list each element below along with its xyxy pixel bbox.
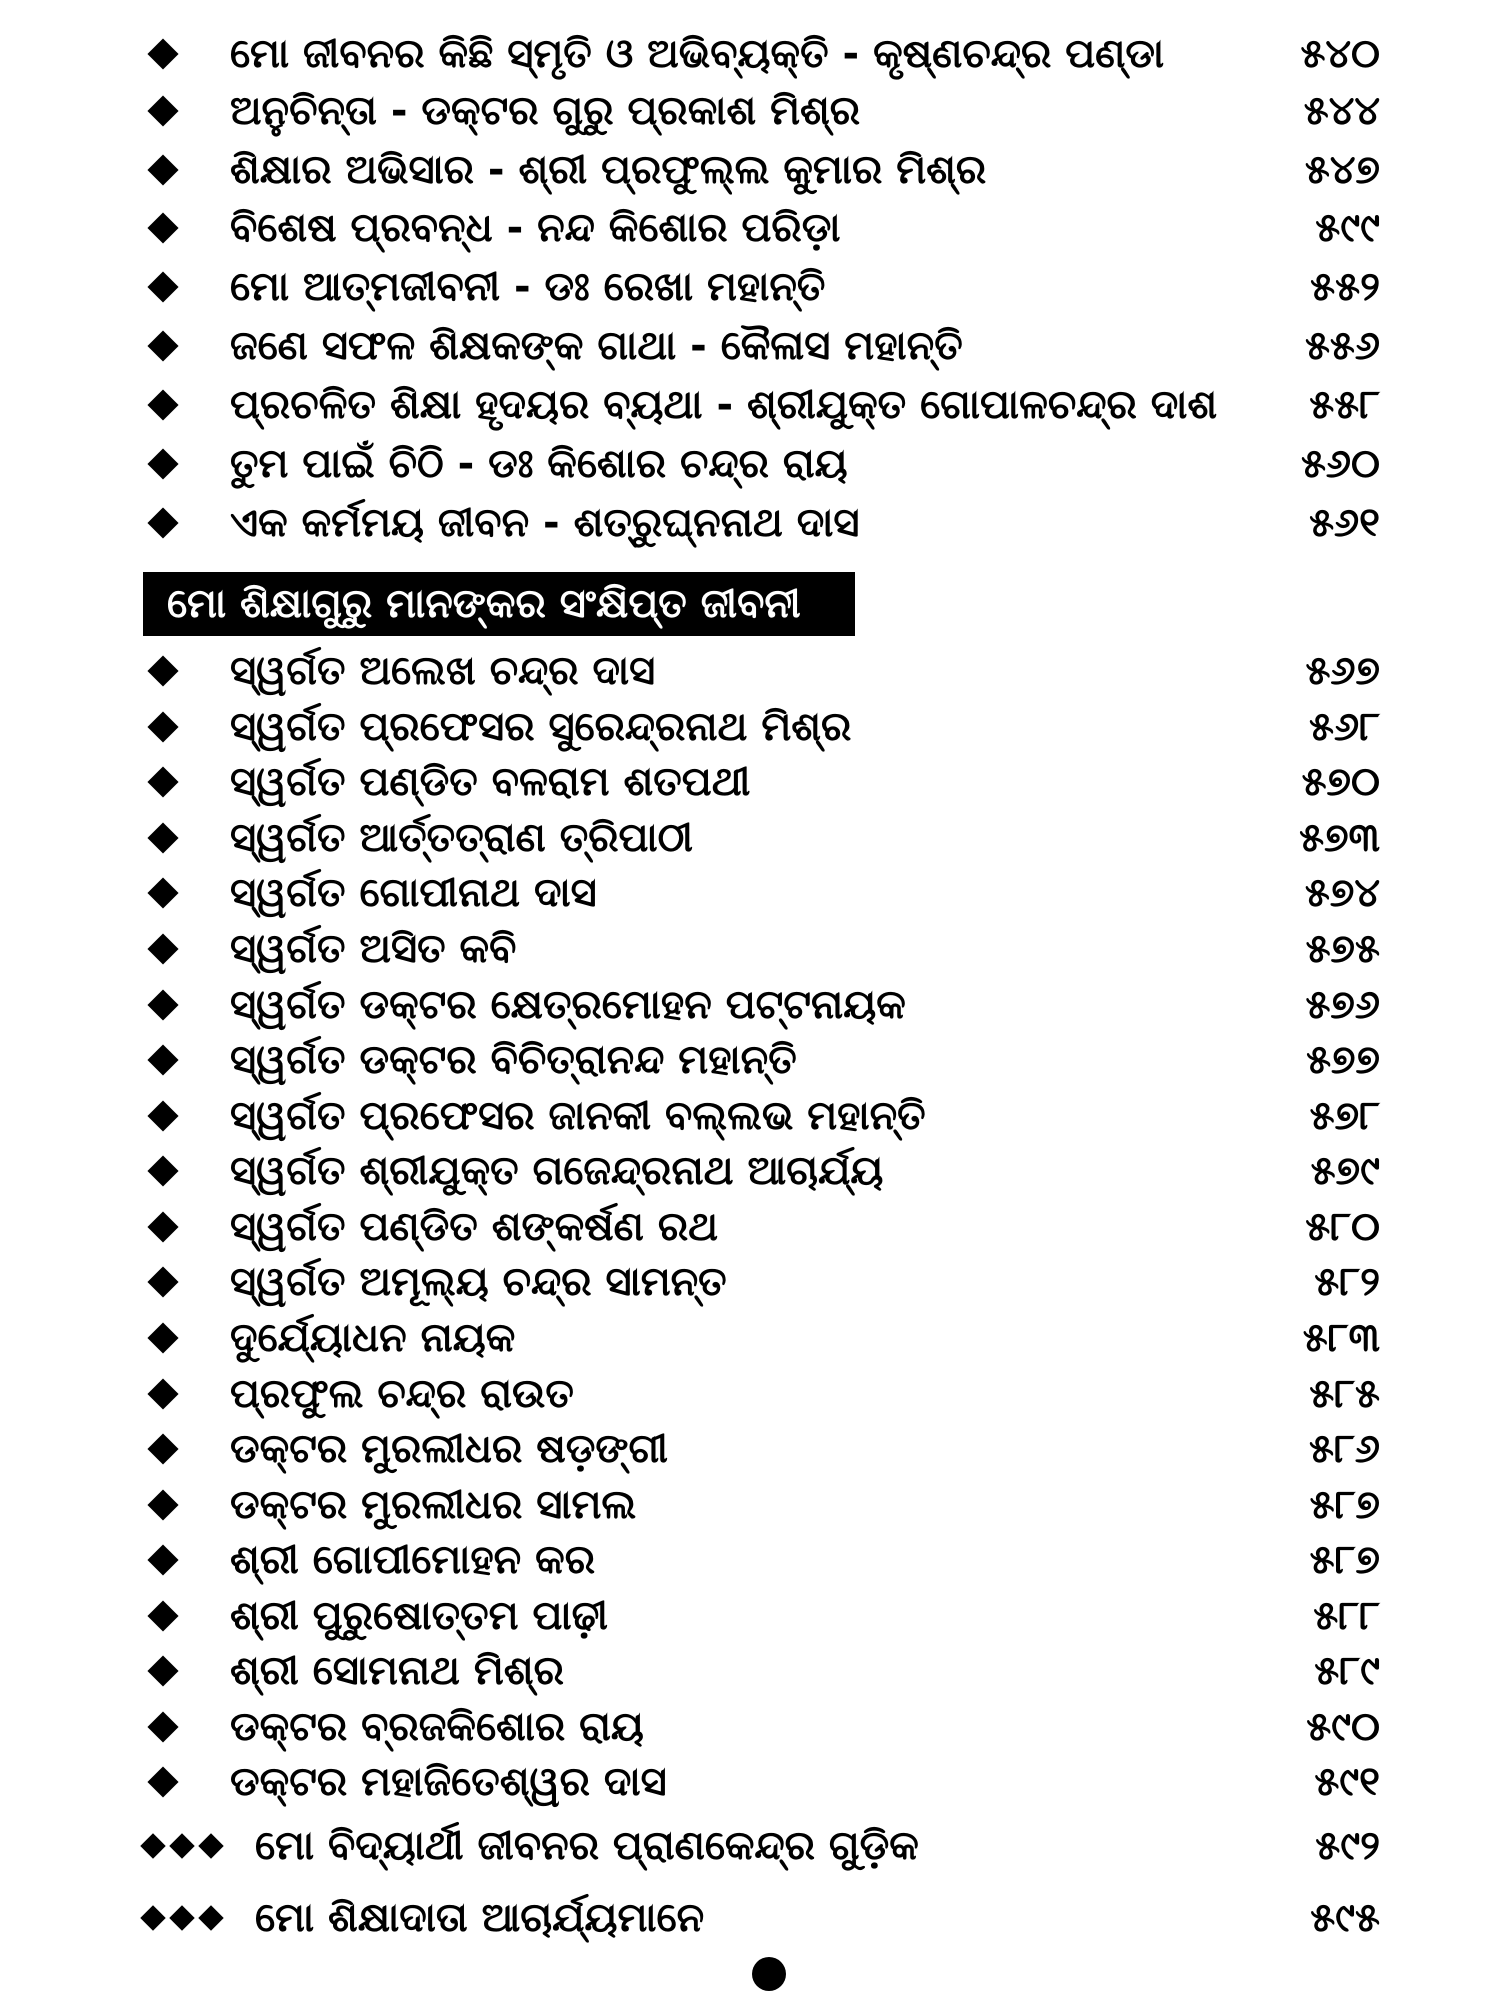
entry-page-number: ୫୫୨ (1310, 264, 1380, 310)
entry-page-number: ୫୫୮ (1309, 382, 1380, 428)
entry-title: ସ୍ୱର୍ଗତ ଡକ୍ଟର ବିଚିତ୍ରାନନ୍ଦ ମହାନ୍ତି (230, 1037, 797, 1083)
toc-entry (140, 259, 1380, 315)
bullet-diamond-icon (147, 330, 178, 361)
toc-entry (140, 1699, 1380, 1755)
entry-title: ପ୍ରଚଳିତ ଶିକ୍ଷା ହୃଦୟର ବ୍ୟଥା - ଶ୍ରୀଯୁକ୍ତ ଗୋପାଳଚନ୍ଦ୍ର ଦାଶ (230, 382, 1218, 428)
entry-title: ମୋ ଶିକ୍ଷାଦାତା ଆଚାର୍ଯ୍ୟମାନେ (255, 1895, 705, 1941)
entry-page-number: ୫୮୬ (1309, 1426, 1380, 1472)
bullet-diamond-icon (147, 1322, 178, 1353)
toc-entry (140, 1310, 1380, 1366)
entry-title: ଜଣେ ସଫଳ ଶିକ୍ଷକଙ୍କ ଗାଥା - କୈଳାସ ମହାନ୍ତି (230, 323, 963, 369)
bullet-diamond-icon (147, 1489, 178, 1520)
toc-entry (140, 1588, 1380, 1644)
entry-title: ମୋ ବିଦ୍ୟାର୍ଥୀ ଜୀବନର ପ୍ରାଣକେନ୍ଦ୍ର ଗୁଡ଼ିକ (255, 1823, 919, 1869)
entry-page-number: ୫୭୩ (1299, 815, 1380, 861)
toc-entry (140, 1754, 1380, 1810)
toc-entry (140, 699, 1380, 755)
entry-title: ସ୍ୱର୍ଗତ ଅଲେଖ ଚନ୍ଦ୍ର ଦାସ (230, 648, 656, 694)
toc-entry (140, 1532, 1380, 1588)
entry-title: ସ୍ୱର୍ଗତ ପଣ୍ଡିତ ବଳରାମ ଶତପଥୀ (230, 759, 751, 805)
bullet-diamond-icon (147, 507, 178, 538)
entry-page-number: ୫୮୦ (1305, 1204, 1380, 1250)
toc-entry (140, 1366, 1380, 1422)
bullet-diamond-icon (147, 448, 178, 479)
toc-entry (140, 495, 1380, 551)
entry-page-number: ୫୯୨ (1315, 1823, 1380, 1869)
entry-title: ପ୍ରଫୁଲ ଚନ୍ଦ୍ର ରାଉତ (230, 1371, 574, 1417)
entry-title: ଅନୁଚିନ୍ତା - ଡକ୍ଟର ଗୁରୁ ପ୍ରକାଶ ମିଶ୍ର (230, 88, 861, 134)
entry-page-number: ୫୫୬ (1304, 323, 1380, 369)
entry-page-number: ୫୭୬ (1305, 982, 1380, 1028)
entry-title: ସ୍ୱର୍ଗତ ପଣ୍ଡିତ ଶଙ୍କର୍ଷଣ ରଥ (230, 1204, 719, 1250)
entry-title: ମୋ ଜୀବନର କିଛି ସ୍ମୃତି ଓ ଅଭିବ୍ୟକ୍ତି - କୃଷ୍ଣଚନ୍ଦ୍ର ପଣ୍ଡା (230, 31, 1165, 77)
toc-entry (140, 1199, 1380, 1255)
section-heading: ମୋ ଶିକ୍ଷାଗୁରୁ ମାନଙ୍କର ସଂକ୍ଷିପ୍ତ ଜୀବନୀ (143, 572, 855, 636)
entry-title: ସ୍ୱର୍ଗତ ଶ୍ରୀଯୁକ୍ତ ଗଜେନ୍ଦ୍ରନାଥ ଆଚାର୍ଯ୍ୟ (230, 1148, 884, 1194)
toc-entry (140, 436, 1380, 492)
entry-page-number: ୫୭୮ (1309, 1093, 1380, 1139)
entry-title: ତୁମ ପାଇଁ ଚିଠି - ଡଃ କିଶୋର ଚନ୍ଦ୍ର ରାୟ (230, 441, 848, 487)
entry-page-number: ୫୮୩ (1302, 1315, 1380, 1361)
triple-diamond-icon (140, 1837, 227, 1855)
entry-title: ସ୍ୱର୍ଗତ ପ୍ରଫେସର ଜାନକୀ ବଲ୍ଲଭ ମହାନ୍ତି (230, 1093, 926, 1139)
entry-page-number: ୫୬୮ (1309, 704, 1380, 750)
entry-title: ଡକ୍ଟର ମୁରଲୀଧର ସାମଲ (230, 1482, 637, 1528)
toc-entry-major (140, 1818, 1380, 1874)
bullet-diamond-icon (147, 711, 178, 742)
toc-entry (140, 83, 1380, 139)
bullet-diamond-icon (147, 389, 178, 420)
entry-title: ସ୍ୱର୍ଗତ ପ୍ରଫେସର ସୁରେନ୍ଦ୍ରନାଥ ମିଶ୍ର (230, 704, 852, 750)
toc-entry (140, 1088, 1380, 1144)
toc-entry-major (140, 1890, 1380, 1946)
bullet-diamond-icon (147, 212, 178, 243)
toc-entry (140, 1143, 1380, 1199)
toc-entry (140, 921, 1380, 977)
toc-entry (140, 977, 1380, 1033)
entry-page-number: ୫୯୧ (1314, 1759, 1380, 1805)
entry-page-number: ୫୮୨ (1314, 1259, 1380, 1305)
entry-title: ଡକ୍ଟର ମୁରଲୀଧର ଷଡ଼ଙ୍ଗୀ (230, 1426, 668, 1472)
entry-page-number: ୫୭୭ (1306, 1037, 1380, 1083)
entry-page-number: ୫୮୭ (1309, 1482, 1380, 1528)
entry-page-number: ୫୬୧ (1309, 500, 1380, 546)
bullet-diamond-icon (147, 1100, 178, 1131)
bullet-diamond-icon (147, 877, 178, 908)
entry-page-number: ୫୯୦ (1306, 1704, 1380, 1750)
entry-title: ଡକ୍ଟର ମହାଜିତେଶ୍ୱର ଦାସ (230, 1759, 667, 1805)
entry-page-number: ୫୪୦ (1300, 31, 1380, 77)
toc-entry (140, 643, 1380, 699)
bullet-diamond-icon (147, 1044, 178, 1075)
toc-entry (140, 1032, 1380, 1088)
bullet-diamond-icon (147, 822, 178, 853)
toc-entry (140, 142, 1380, 198)
bullet-diamond-icon (147, 271, 178, 302)
entry-page-number: ୫୪୭ (1304, 147, 1380, 193)
toc-entry (140, 26, 1380, 82)
entry-title: ଶିକ୍ଷାର ଅଭିସାର - ଶ୍ରୀ ପ୍ରଫୁଲ୍ଲ କୁମାର ମିଶ୍ର (230, 147, 987, 193)
bullet-diamond-icon (147, 1266, 178, 1297)
entry-page-number: ୫୭୪ (1304, 870, 1380, 916)
entry-title: ଶ୍ରୀ ପୁରୁଷୋତ୍ତମ ପାଢ଼ୀ (230, 1593, 608, 1639)
entry-title: ସ୍ୱର୍ଗତ ଅସିତ କବି (230, 926, 517, 972)
entry-page-number: ୫୬୭ (1305, 648, 1380, 694)
entry-title: ଶ୍ରୀ ଗୋପୀମୋହନ କର (230, 1537, 596, 1583)
entry-page-number: ୫୮୭ (1309, 1537, 1380, 1583)
entry-title: ସ୍ୱର୍ଗତ ଡକ୍ଟର କ୍ଷେତ୍ରମୋହନ ପଟ୍ଟନାୟକ (230, 982, 906, 1028)
bullet-diamond-icon (147, 1378, 178, 1409)
toc-entry (140, 1477, 1380, 1533)
entry-page-number: ୫୭୦ (1301, 759, 1380, 805)
entry-page-number: ୫୯୯ (1315, 205, 1380, 251)
bullet-diamond-icon (147, 1544, 178, 1575)
bullet-diamond-icon (147, 1600, 178, 1631)
entry-page-number: ୫୭୫ (1305, 926, 1380, 972)
entry-page-number: ୫୮୯ (1314, 1648, 1380, 1694)
bullet-diamond-icon (147, 1433, 178, 1464)
entry-page-number: ୫୮୮ (1313, 1593, 1380, 1639)
entry-title: ସ୍ୱର୍ଗତ ଅମୂଲ୍ୟ ଚନ୍ଦ୍ର ସାମନ୍ତ (230, 1259, 727, 1305)
toc-entry (140, 318, 1380, 374)
entry-title: ଡକ୍ଟର ବ୍ରଜକିଶୋର ରାୟ (230, 1704, 644, 1750)
bullet-diamond-icon (147, 154, 178, 185)
entry-title: ସ୍ୱର୍ଗତ ଆର୍ତ୍ତତ୍ରାଣ ତ୍ରିପାଠୀ (230, 815, 693, 861)
toc-entry (140, 754, 1380, 810)
bullet-diamond-icon (147, 1155, 178, 1186)
entry-title: ଏକ କର୍ମମୟ ଜୀବନ - ଶତ୍ରୁଘ୍ନନାଥ ଦାସ (230, 500, 860, 546)
toc-entry (140, 200, 1380, 256)
bullet-diamond-icon (147, 989, 178, 1020)
entry-title: ମୋ ଆତ୍ମଜୀବନୀ - ଡଃ ରେଖା ମହାନ୍ତି (230, 264, 826, 310)
entry-title: ବିଶେଷ ପ୍ରବନ୍ଧ - ନନ୍ଦ କିଶୋର ପରିଡ଼ା (230, 205, 841, 251)
entry-page-number: ୫୪୪ (1303, 88, 1380, 134)
entry-page-number: ୫୯୫ (1310, 1895, 1380, 1941)
bullet-diamond-icon (147, 655, 178, 686)
entry-page-number: ୫୮୫ (1309, 1371, 1380, 1417)
bullet-diamond-icon (147, 1711, 178, 1742)
toc-entry (140, 1421, 1380, 1477)
toc-entry (140, 1254, 1380, 1310)
toc-entry (140, 865, 1380, 921)
bullet-diamond-icon (147, 933, 178, 964)
entry-title: ସ୍ୱର୍ଗତ ଗୋପୀନାଥ ଦାସ (230, 870, 597, 916)
page-dot-icon (752, 1957, 786, 1991)
bullet-diamond-icon (147, 1766, 178, 1797)
entry-page-number: ୫୭୯ (1310, 1148, 1380, 1194)
entry-title: ଦୁର୍ଯ୍ୟୋଧନ ନାୟକ (230, 1315, 516, 1361)
entry-title: ଶ୍ରୀ ସୋମନାଥ ମିଶ୍ର (230, 1648, 564, 1694)
entry-page-number: ୫୬୦ (1300, 441, 1380, 487)
bullet-diamond-icon (147, 1655, 178, 1686)
toc-entry (140, 377, 1380, 433)
toc-entry (140, 1643, 1380, 1699)
bullet-diamond-icon (147, 38, 178, 69)
triple-diamond-icon (140, 1909, 227, 1927)
bullet-diamond-icon (147, 1211, 178, 1242)
toc-entry (140, 810, 1380, 866)
bullet-diamond-icon (147, 95, 178, 126)
bullet-diamond-icon (147, 766, 178, 797)
